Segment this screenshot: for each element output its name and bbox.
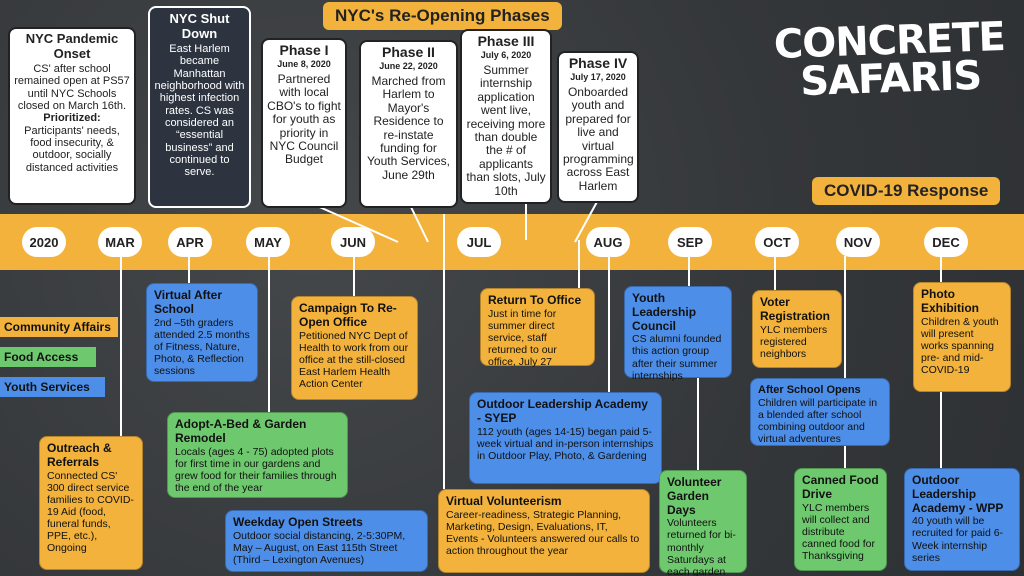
month-jun: JUN [331, 227, 375, 257]
canned-food-box [794, 468, 887, 571]
canned-food-body: YLC members will collect and distribute canned food for Thanksgiving [802, 501, 875, 562]
phase-1-box [261, 38, 347, 208]
voter-title: Voter Registration [760, 295, 831, 323]
campaign-box [291, 296, 418, 400]
outreach-body: Connected CS' 300 direct service families to COVID-19 Aid (food, funeral funds, PPE, etc.), Ongoing [47, 469, 134, 554]
phase-1-title: Phase I [279, 42, 329, 58]
canned-food-title: Canned Food Drive [802, 473, 879, 501]
outreach-title: Outreach & Referrals [47, 441, 112, 469]
phases-title: NYC's Re-Opening Phases [323, 2, 562, 30]
virtual-after-school-body: 2nd –5th graders attended 2.5 months of Fitness, Nature, Photo, & Reflection sessions [154, 316, 250, 377]
month-dec: DEC [924, 227, 968, 257]
month-aug: AUG [586, 227, 630, 257]
photo-exhibition-body: Children & youth will present works spanning pre- and mid-COVID-19 [921, 315, 999, 376]
phase-2-box [359, 40, 458, 208]
concrete-safaris-logo [759, 13, 1021, 106]
phase-2-date: June 22, 2020 [379, 60, 438, 71]
wpp-title: Outdoor Leadership Academy - WPP [912, 473, 1004, 515]
garden-days-title: Volunteer Garden Days [667, 475, 722, 517]
legend-food-access: Food Access [0, 347, 96, 367]
syep-body: 112 youth (ages 14-15) began paid 5-week virtual and in-person internships in Outdoor Play, Photo, & Gardening [477, 425, 654, 462]
open-streets-title: Weekday Open Streets [233, 515, 363, 529]
return-office-body: Just in time for summer direct service, staff returned to our office, July 27 [488, 307, 557, 369]
phase-3-body: Summer internship application went live, receiving more than double the # of applicants than slots, July 10th [466, 62, 546, 198]
ylc-box [624, 286, 732, 382]
onset-prioritized-text: Participants' needs, food insecurity, & outdoor, socially distanced activities [24, 124, 120, 174]
month-jul: JUL [457, 227, 501, 257]
phase-1-date: June 8, 2020 [277, 58, 331, 69]
after-school-opens-box [750, 378, 890, 446]
shutdown-title: NYC Shut Down [169, 11, 230, 41]
return-office-box [480, 288, 595, 369]
voter-box [752, 290, 842, 368]
month-may: MAY [246, 227, 290, 257]
syep-box [469, 392, 662, 484]
phase-3-date: July 6, 2020 [480, 49, 532, 60]
phase-4-date: July 17, 2020 [570, 71, 626, 82]
open-streets-body: Outdoor social distancing, 2-5:30PM, May – August, on East 115th Street (Third – Lexington Avenues) [233, 529, 406, 566]
legend-community-affairs: Community Affairs [0, 317, 118, 337]
pandemic-onset-box [8, 27, 136, 205]
photo-exhibition-title: Photo Exhibition [921, 287, 979, 315]
legend-youth-services: Youth Services [0, 377, 105, 397]
shutdown-body: East Harlem became Manhattan neighborhood with highest infection rates. CS was considered an “essential business” and continued to serve. [154, 43, 245, 179]
month-sep: SEP [668, 227, 712, 257]
ylc-title: Youth Leadership Council [632, 291, 697, 333]
ylc-body: CS alumni founded this action group after their summer internships [632, 333, 722, 382]
onset-prioritized-label: Prioritized: [43, 112, 101, 125]
adopt-bed-title: Adopt-A-Bed & Garden Remodel [175, 417, 307, 445]
onset-title: NYC Pandemic Onset [25, 31, 119, 61]
phase-3-box [460, 29, 552, 204]
wpp-box [904, 468, 1020, 571]
voter-body: YLC members registered neighbors [760, 323, 828, 360]
logo-line1: CONCRETE [773, 13, 1006, 69]
virtual-volunteerism-box [438, 489, 650, 573]
syep-title: Outdoor Leadership Academy - SYEP [477, 397, 648, 425]
onset-body: CS' after school remained open at PS57 until NYC Schools closed on March 16th. [14, 63, 130, 113]
after-school-opens-body: Children will participate in a blended after school combining outdoor and virtual adventures [758, 396, 878, 445]
phase-2-title: Phase II [382, 44, 435, 60]
virtual-volunteerism-body: Career-readiness, Strategic Planning, Marketing, Design, Evaluations, IT, Events - Volunteers answered our calls to action throughout the year [446, 508, 640, 557]
open-streets-box [225, 510, 428, 572]
photo-exhibition-box [913, 282, 1011, 392]
adopt-bed-body: Locals (ages 4 - 75) adopted plots for first time in our gardens and grew food for their families through the end of the year [175, 445, 337, 494]
phase-4-box [557, 51, 639, 203]
garden-days-box [659, 470, 747, 576]
logo-line2: SAFARIS [799, 52, 982, 106]
month-oct: OCT [755, 227, 799, 257]
month-2020: 2020 [22, 227, 66, 257]
phase-1-body: Partnered with local CBO's to fight for youth as priority in NYC Council Budget [267, 71, 341, 167]
shutdown-box [148, 6, 251, 208]
virtual-after-school-box [146, 283, 258, 382]
return-office-title: Return To Office [488, 293, 582, 307]
month-apr: APR [168, 227, 212, 257]
month-mar: MAR [98, 227, 142, 257]
after-school-opens-title: After School Opens [758, 384, 861, 396]
virtual-volunteerism-title: Virtual Volunteerism [446, 494, 562, 508]
phase-4-title: Phase IV [568, 55, 628, 71]
phase-3-title: Phase III [477, 33, 535, 49]
garden-days-body: Volunteers returned for bi-monthly Saturdays at each garden [667, 517, 736, 576]
outreach-box [39, 436, 143, 570]
month-nov: NOV [836, 227, 880, 257]
phase-2-body: Marched from Harlem to Mayor's Residence to re-instate funding for Youth Services, June 29th [367, 73, 450, 182]
wpp-body: 40 youth will be recruited for paid 6-Week internship series [912, 515, 1004, 564]
phase-4-body: Onboarded youth and prepared for live and virtual programming across East Harlem [563, 84, 634, 193]
adopt-bed-box [167, 412, 348, 498]
virtual-after-school-title: Virtual After School [154, 288, 223, 316]
campaign-body: Petitioned NYC Dept of Health to work from our office at the still-closed East Harlem Health Action Center [299, 329, 409, 390]
response-title: COVID-19 Response [812, 177, 1000, 205]
campaign-title: Campaign To Re-Open Office [299, 301, 397, 329]
